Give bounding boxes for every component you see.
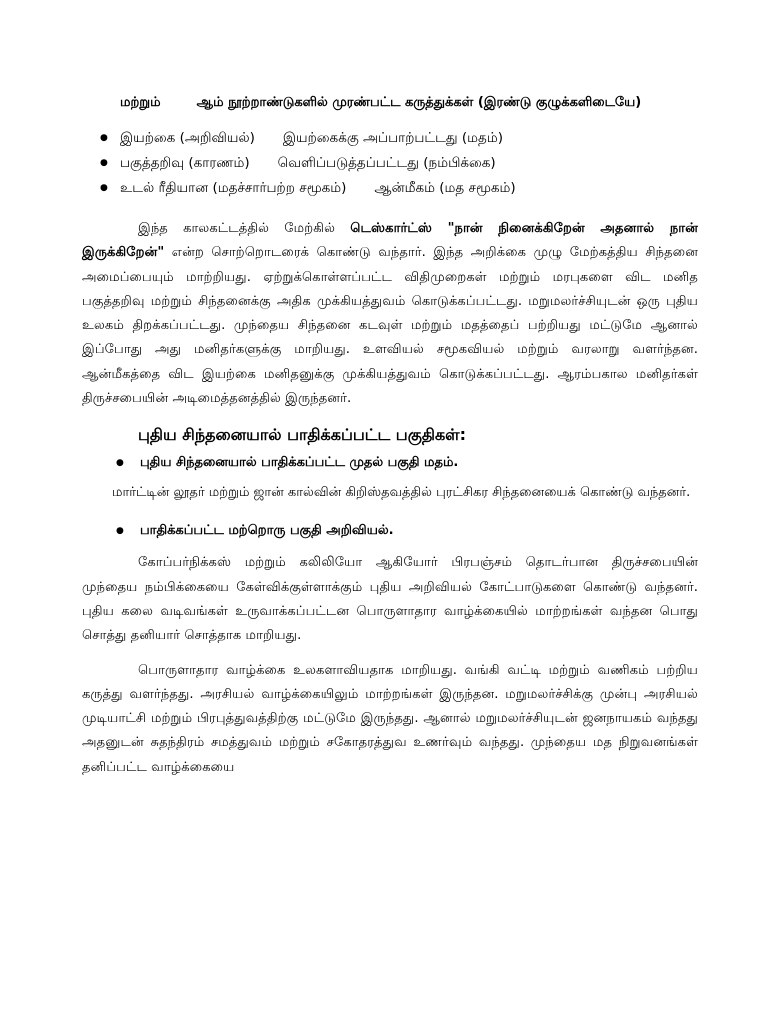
comparison-left: உடல் ரீதியான (மதச்சார்பற்ற சமூகம்) (120, 180, 347, 196)
affected-area-list-1 (116, 451, 698, 475)
para4-text: பொருளாதார வாழ்க்கை உலகளாவியதாக மாறியது. வங்கி வட்டி மற்றும் வணிகம் பற்றிய கருத்து வளர்ந்தது. அரசியல் வாழ்க்கையிலும் மாற்றங்கள் இருந்தன. மறுமலர்ச்சிக்கு முன்பு அரசியல் முடியாட்சி மற்றும் பிரபுத்துவத்திற்கு மட்டுமே இருந்தது. ஆனால் மறுமலர்ச்சியுடன் ஜனநாயகம் வந்தது அதனுடன் சுதந்திரம் சமத்துவம் மற்றும் சகோதரத்துவ உணர்வும் வந்தது. முந்தைய மத நிறுவனங்கள் தனிப்பட்ட வாழ்க்கையை (82, 662, 698, 775)
intro-part1: மற்றும் (120, 95, 161, 110)
intro-part2: ஆம் நூற்றாண்டுகளில் முரண்பட்ட கருத்துக்கள் (இரண்டு குழுக்களிடையே) (196, 95, 642, 110)
para3-text: கோப்பர்நிக்கஸ் மற்றும் கலிலியோ ஆகியோர் பிரபஞ்சம் தொடர்பான திருச்சபையின் முந்தைய நம்பிக்கையை கேள்விக்குள்ளாக்கும் புதிய அறிவியல் கோட்பாடுகளை கொண்டு வந்தனர். புதிய கலை வடிவங்கள் உருவாக்கப்பட்டன பொருளாதார வாழ்க்கையில் மாற்றங்கள் வந்தன பொது சொத்து தனியார் சொத்தாக மாறியது. (82, 555, 698, 644)
comparison-item (100, 176, 698, 201)
affected-area-religion: ● புதிய சிந்தனையால் பாதிக்கப்பட்ட முதல் பகுதி மதம். (116, 451, 698, 475)
section-heading: புதிய சிந்தனையால் பாதிக்கப்பட்ட பகுதிகள்: (138, 425, 467, 445)
comparison-right: இயற்கைக்கு அப்பாற்பட்டது (மதம்) (282, 130, 503, 146)
para1-rest: என்ற சொற்றொடரைக் கொண்டு வந்தார். இந்த அறிக்கை முழு மேற்கத்திய சிந்தனை அமைப்பையும் மாற்றியது. ஏற்றுக்கொள்ளப்பட்ட விதிமுறைகள் மற்றும் மரபுகளை விட மனித பகுத்தறிவு மற்றும் சிந்தனைக்கு அதிக முக்கியத்துவம் கொடுக்கப்பட்டது. மறுமலர்ச்சியுடன் ஒரு புதிய உலகம் திறக்கப்பட்டது. முந்தைய சிந்தனை கடவுள் மற்றும் மதத்தைப் பற்றியது மட்டுமே ஆனால் இப்போது அது மனிதர்களுக்கு மாறியது. உளவியல் சமூகவியல் மற்றும் வரலாறு வளர்ந்தன. ஆன்மீகத்தை விட இயற்கை மனிதனுக்கு முக்கியத்துவம் கொடுக்கப்பட்டது. ஆரம்பகால மனிதர்கள் திருச்சபையின் அடிமைத்தனத்தில் இருந்தனர். (82, 245, 699, 407)
comparison-left: இயற்கை (அறிவியல்) (120, 130, 255, 146)
para1-lead: இந்த காலகட்டத்தில் மேற்கில் (138, 221, 336, 236)
comparison-right: ஆன்மீகம் (மத சமூகம்) (374, 180, 516, 196)
intro-line (82, 92, 698, 114)
paragraph-science (82, 551, 698, 648)
comparison-item (100, 126, 698, 151)
affected-area-list-2 (116, 519, 698, 543)
para1-quote: டெஸ்கார்ட்ஸ் "நான் நினைக்கிறேன் அதனால் நான் இருக்கிறேன்" (82, 221, 698, 261)
comparison-item (100, 151, 698, 176)
paragraph-reformation: மார்ட்டின் லூதர் மற்றும் ஜான் கால்வின் கிறிஸ்தவத்தில் புரட்சிகர சிந்தனையைக் கொண்டு வந்தனர். (112, 485, 691, 501)
affected-area-science: ● பாதிக்கப்பட்ட மற்றொரு பகுதி அறிவியல். (116, 519, 698, 543)
paragraph-descartes (82, 217, 698, 411)
comparison-left: பகுத்தறிவு (காரணம்) (120, 155, 250, 171)
comparison-list (100, 126, 698, 201)
paragraph-economy (82, 659, 698, 780)
comparison-right: வெளிப்படுத்தப்பட்டது (நம்பிக்கை) (277, 155, 496, 171)
